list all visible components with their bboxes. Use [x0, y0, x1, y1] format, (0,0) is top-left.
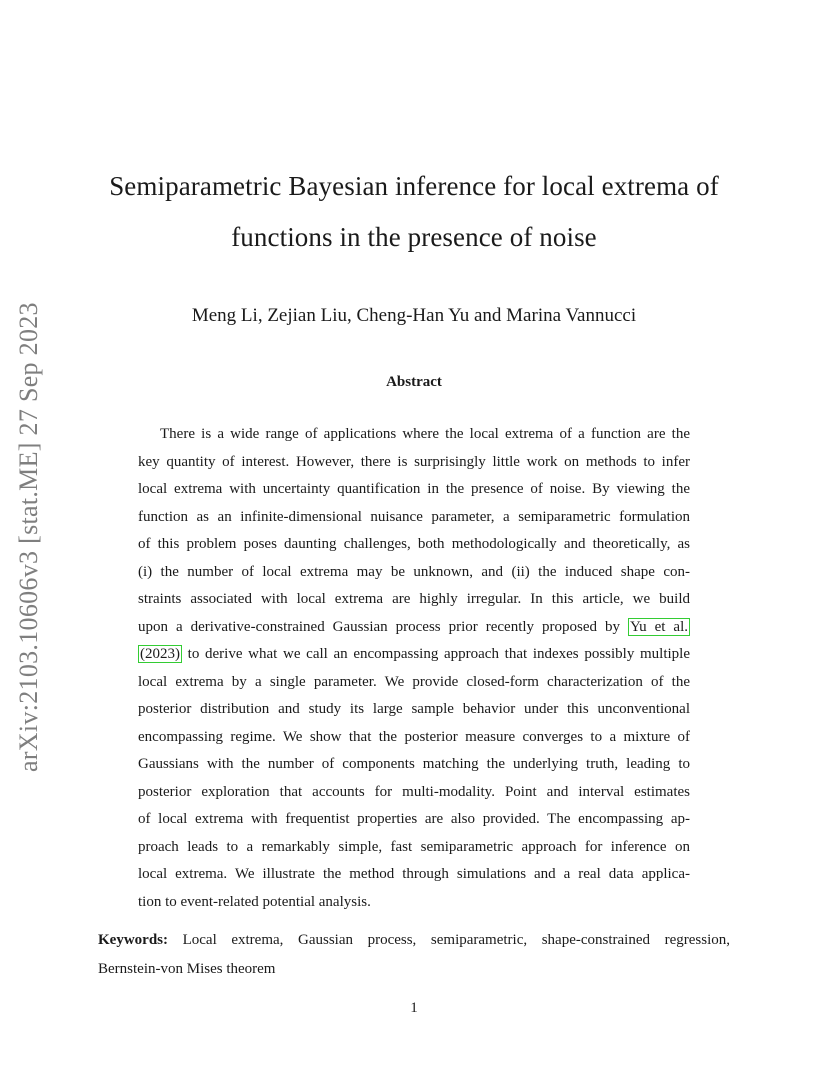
paper-title-line-1: Semiparametric Bayesian inference for local extrema of	[109, 171, 719, 201]
citation-year-link[interactable]: (2023)	[140, 646, 180, 662]
abstract-line-8	[138, 618, 690, 636]
page-number: 1	[410, 1000, 418, 1016]
citation-link[interactable]: Yu et al.	[629, 619, 689, 635]
abstract-line-2: key quantity of interest. However, there is surprisingly little work on methods to infer	[138, 454, 690, 470]
abstract-line-10: local extrema by a single parameter. We provide closed-form characterization of the	[138, 674, 690, 690]
keywords-line-2: Bernstein-von Mises theorem	[98, 961, 276, 977]
abstract-line-14: posterior exploration that accounts for multi-modality. Point and interval estimates	[138, 784, 690, 800]
abstract-line-12: encompassing regime. We show that the posterior measure converges to a mixture of	[138, 729, 690, 745]
abstract-line-7: straints associated with local extrema are highly irregular. In this article, we build	[138, 591, 690, 607]
abstract-line-15: of local extrema with frequentist properties are also provided. The encompassing ap-	[138, 811, 690, 827]
keywords-text-1: Local extrema, Gaussian process, semiparametric, shape-constrained regression,	[168, 932, 730, 948]
arxiv-identifier-stamp: arXiv:2103.10606v3 [stat.ME] 27 Sep 2023	[14, 302, 43, 772]
paper-title-line-2: functions in the presence of noise	[231, 222, 597, 252]
abstract-heading: Abstract	[386, 374, 442, 390]
abstract-line-9-text: to derive what we call an encompassing approach that indexes possibly multiple	[182, 646, 690, 662]
abstract-line-6: (i) the number of local extrema may be unknown, and (ii) the induced shape con-	[138, 564, 690, 580]
abstract-line-11: posterior distribution and study its large sample behavior under this unconventional	[138, 701, 690, 717]
abstract-line-4: function as an infinite-dimensional nuisance parameter, a semiparametric formulation	[138, 509, 690, 525]
abstract-line-8-text: upon a derivative-constrained Gaussian process prior recently proposed by	[138, 619, 620, 635]
abstract-line-13: Gaussians with the number of components matching the underlying truth, leading to	[138, 756, 690, 772]
keywords-line-1	[98, 931, 730, 949]
abstract-line-3: local extrema with uncertainty quantification in the presence of noise. By viewing the	[138, 481, 690, 497]
abstract-line-16: proach leads to a remarkably simple, fast semiparametric approach for inference on	[138, 839, 690, 855]
abstract-line-5: of this problem poses daunting challenges, both methodologically and theoretically, as	[138, 536, 690, 552]
abstract-line-9	[138, 645, 690, 663]
abstract-line-17: local extrema. We illustrate the method through simulations and a real data applica-	[138, 866, 690, 882]
abstract-line-1: There is a wide range of applications where the local extrema of a function are the	[160, 426, 690, 442]
abstract-line-18: tion to event-related potential analysis.	[138, 894, 371, 910]
author-list: Meng Li, Zejian Liu, Cheng-Han Yu and Marina Vannucci	[191, 305, 637, 326]
keywords-label: Keywords:	[98, 932, 168, 948]
